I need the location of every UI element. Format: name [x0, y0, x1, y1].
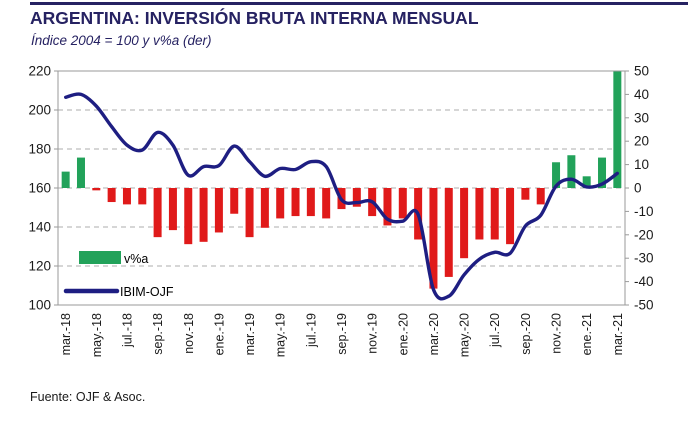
x-axis-tick-label: sep.-19: [335, 313, 349, 355]
bar: [613, 71, 621, 188]
right-axis-tick-label: -30: [634, 250, 654, 266]
left-axis-labels: [28, 64, 51, 313]
right-axis-tick-label: 40: [634, 86, 650, 102]
bar: [521, 188, 529, 200]
x-axis-tick-label: jul.-18: [120, 313, 135, 348]
x-axis-tick-label: nov.-18: [181, 313, 196, 354]
bar: [322, 188, 330, 218]
left-axis-tick-label: 180: [28, 141, 51, 157]
left-axis-tick-label: 100: [28, 297, 51, 313]
x-axis-tick-label: jul.-20: [488, 313, 503, 348]
x-axis-tick-label: mar.-20: [426, 313, 441, 356]
legend-bar-swatch: [79, 251, 121, 264]
x-axis-tick-label: ene.-21: [580, 313, 595, 356]
bar: [537, 188, 545, 204]
x-axis-labels: [59, 313, 625, 357]
legend: [66, 251, 174, 299]
right-axis-tick-label: 10: [634, 157, 650, 173]
bar: [399, 188, 407, 218]
bar: [77, 158, 85, 188]
right-axis-tick-label: 0: [634, 180, 642, 196]
right-axis-tick-label: -20: [634, 227, 654, 243]
x-axis-tick-label: may.-20: [457, 313, 472, 358]
x-axis-tick-label: sep.-18: [151, 313, 166, 355]
left-axis-tick-label: 200: [28, 102, 51, 118]
bar: [292, 188, 300, 216]
source-note: Fuente: OJF & Asoc.: [30, 390, 146, 404]
bar: [184, 188, 192, 244]
x-axis-tick-label: nov.-20: [549, 313, 564, 354]
right-axis-tick-label: 50: [634, 63, 650, 79]
x-axis-tick-label: ene.-20: [396, 313, 411, 356]
bar: [108, 188, 116, 202]
x-axis-tick-label: may.-18: [89, 313, 104, 358]
x-axis-tick-label: mar.-19: [243, 313, 258, 356]
right-axis-tick-label: 20: [634, 133, 650, 149]
bar: [138, 188, 146, 204]
right-axis-tick-label: -10: [634, 203, 654, 219]
x-axis-tick-label: may.-19: [273, 313, 288, 358]
right-axis-tick-label: 30: [634, 110, 650, 126]
left-axis-tick-label: 120: [28, 258, 51, 274]
bar: [460, 188, 468, 258]
bar: [475, 188, 483, 239]
bar: [261, 188, 269, 228]
left-axis-tick-label: 160: [28, 180, 51, 196]
legend-label-vpa: v%a: [124, 252, 149, 266]
bar: [62, 172, 70, 188]
x-axis-tick-label: nov.-19: [365, 313, 380, 354]
right-axis-tick-label: -40: [634, 274, 654, 290]
right-axis-labels: [634, 64, 654, 313]
bar: [276, 188, 284, 218]
right-axis-tick-label: -50: [634, 297, 654, 313]
bar: [307, 188, 315, 216]
x-axis-tick-label: sep.-20: [518, 313, 533, 355]
bar: [567, 155, 575, 188]
bar: [154, 188, 162, 237]
bar: [246, 188, 254, 237]
x-axis-tick-label: mar.-21: [610, 313, 625, 356]
legend-label-ibim: IBIM-OJF: [120, 285, 174, 299]
bar: [92, 188, 100, 190]
bar: [230, 188, 238, 214]
x-axis-tick-label: ene.-19: [212, 313, 227, 356]
bar: [200, 188, 208, 242]
left-axis-tick-label: 220: [28, 63, 51, 79]
bar: [123, 188, 131, 204]
x-axis-tick-label: mar.-18: [59, 313, 74, 356]
left-axis-tick-label: 140: [28, 219, 51, 235]
bar: [169, 188, 177, 230]
bar: [491, 188, 499, 239]
chart-title: ARGENTINA: INVERSIÓN BRUTA INTERNA MENSUAL: [30, 8, 479, 28]
bar: [506, 188, 514, 244]
bar: [215, 188, 223, 232]
x-axis-tick-label: jul.-19: [304, 313, 319, 348]
bar: [445, 188, 453, 277]
chart-subtitle: Índice 2004 = 100 y v%a (der): [31, 33, 212, 48]
